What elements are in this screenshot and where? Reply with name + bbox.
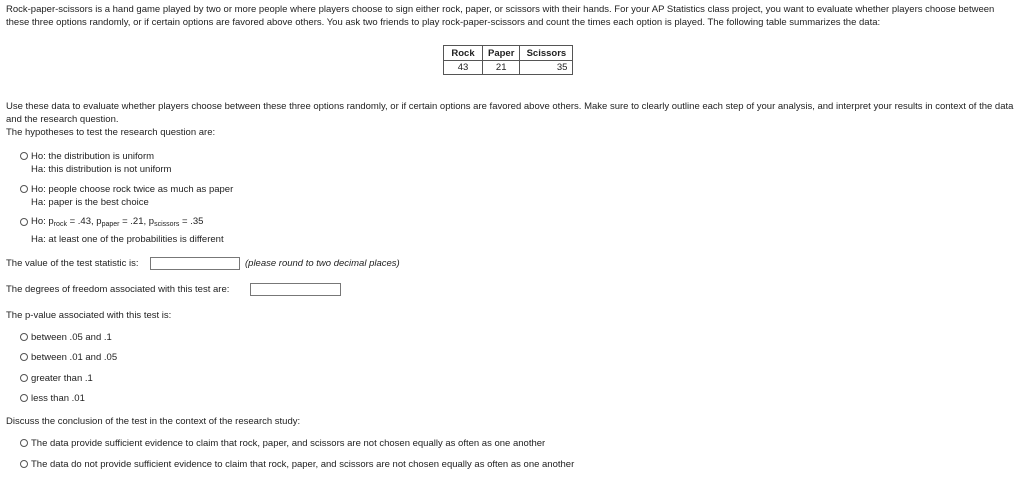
- pvalue-radio-3[interactable]: [20, 374, 28, 382]
- pvalue-radio-2[interactable]: [20, 353, 28, 361]
- conclusion-option-2: The data do not provide sufficient evidence to claim that rock, paper, and scissors are not chosen equally as often as one another: [31, 459, 575, 470]
- pvalue-radio-4[interactable]: [20, 394, 28, 402]
- pvalue-label: The p-value associated with this test is:: [6, 310, 172, 321]
- cell-rock: 43: [444, 61, 483, 75]
- hypothesis-radio-3[interactable]: [20, 218, 28, 226]
- header-rock: Rock: [444, 46, 483, 61]
- pvalue-option-4: less than .01: [31, 393, 85, 404]
- hypothesis-radio-1[interactable]: [20, 152, 28, 160]
- pvalue-option-3: greater than .1: [31, 373, 93, 384]
- header-paper: Paper: [483, 46, 520, 61]
- hypothesis-3-ha: Ha: at least one of the probabilities is different: [31, 234, 224, 245]
- test-stat-hint: (please round to two decimal places): [245, 258, 400, 269]
- ho-val1: = .43, p: [66, 216, 102, 227]
- pvalue-option-2: between .01 and .05: [31, 352, 118, 363]
- cell-scissors: 35: [520, 61, 573, 75]
- hypothesis-3-ho: [31, 216, 203, 228]
- hypotheses-prompt: The hypotheses to test the research question are:: [6, 127, 216, 138]
- conclusion-radio-1[interactable]: [20, 439, 28, 447]
- ho-prefix: Ho: p: [31, 216, 54, 227]
- test-stat-label: The value of the test statistic is:: [6, 258, 139, 269]
- ho-val2: = .21, p: [119, 216, 155, 227]
- df-input[interactable]: [250, 283, 341, 296]
- conclusion-radio-2[interactable]: [20, 460, 28, 468]
- conclusion-label: Discuss the conclusion of the test in the context of the research study:: [6, 416, 301, 427]
- intro-paragraph: Rock-paper-scissors is a hand game played by two or more people where players choose to sign either rock, paper, or scissors with their hands. For your AP Statistics class project, you want to evaluate whether players choose between these three options randomly, or if certain options are favored above others. You ask two friends to play rock-paper-scissors and count the times each option is played. The following table summarizes the data:: [6, 4, 995, 28]
- sub-scissors: scissors: [154, 221, 180, 228]
- conclusion-option-1: The data provide sufficient evidence to claim that rock, paper, and scissors are not chosen equally as often as one another: [31, 438, 546, 449]
- hypothesis-1-ha: Ha: this distribution is not uniform: [31, 164, 172, 175]
- pvalue-radio-1[interactable]: [20, 333, 28, 341]
- test-stat-input[interactable]: [150, 257, 240, 270]
- hypothesis-2-ha: Ha: paper is the best choice: [31, 197, 149, 208]
- hypothesis-radio-2[interactable]: [20, 185, 28, 193]
- table-header-row: [444, 46, 573, 61]
- df-label: The degrees of freedom associated with this test are:: [6, 284, 230, 295]
- sub-paper: paper: [101, 221, 120, 228]
- table-row: [444, 61, 573, 75]
- data-table: [443, 45, 573, 75]
- instructions-paragraph: Use these data to evaluate whether players choose between these three options randomly, or if certain options are favored above others. Make sure to clearly outline each step of your analysis, and interpret your results in context of the data and the research question.: [6, 101, 1014, 125]
- cell-paper: 21: [483, 61, 520, 75]
- sub-rock: rock: [53, 221, 67, 228]
- pvalue-option-1: between .05 and .1: [31, 332, 112, 343]
- hypothesis-2-ho: Ho: people choose rock twice as much as paper: [31, 184, 234, 195]
- header-scissors: Scissors: [520, 46, 573, 61]
- hypothesis-1-ho: Ho: the distribution is uniform: [31, 151, 155, 162]
- ho-val3: = .35: [179, 216, 204, 227]
